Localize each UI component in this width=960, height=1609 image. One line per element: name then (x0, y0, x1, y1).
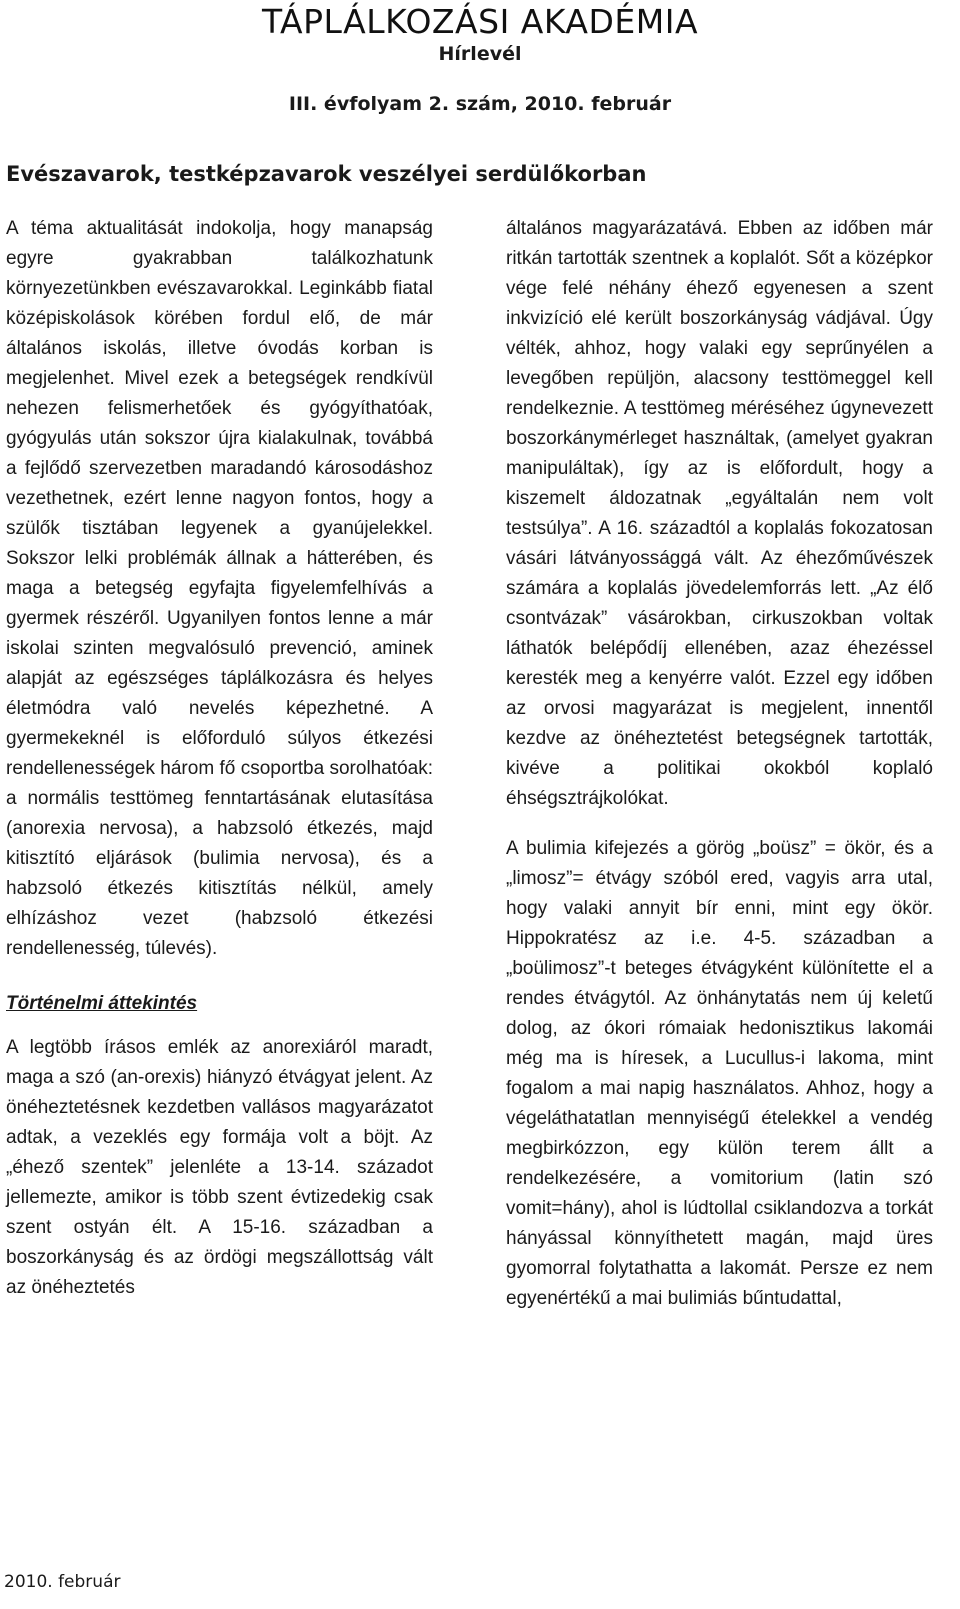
article-headline: Evészavarok, testképzavarok veszélyei serdülőkorban (6, 162, 647, 186)
section-heading: Történelmi áttekintés (6, 993, 198, 1014)
issue-info: III. évfolyam 2. szám, 2010. február (288, 93, 672, 115)
page-footer-date: 2010. február (4, 1572, 121, 1592)
article-paragraph: A bulimia kifejezés a görög „boüsz” = ökör, és a „limosz”= étvágy szóból ered, vagyis arra utal, hogy valaki annyit bír enni, mint egy ökör. Hippokratész az i.e. 4-5. században a „boülimosz”-t beteges étvágyként különítette el a rendes étvágytól. Az önhánytatás nem új keletű dolog, az ókori rómaiak hedonisztikus lakomái még ma is híresek, a Lucullus-i lakoma, mint fogalom a mai napig használatos. Ahhoz, hogy a végeláthatatlan mennyiségű ételekkel a vendég megbirkózzon, egy külön terem állt a rendelkezésére, a vomitorium (latin szó vomit=hány), ahol is lúdtollal csiklandozva a torkát hányással könnyíthetett magán, majd üres gyomorral folytathatta a lakomát. Persze ez nem egyenértékű a mai bulimiás bűntudattal, (506, 838, 933, 1309)
newsletter-subtitle: Hírlevél (438, 43, 522, 65)
right-column (506, 214, 933, 1314)
article-paragraph: általános magyarázatává. Ebben az időben már ritkán tartották szentnek a koplalót. Sőt a középkor vége felé néhány éhező egyenesen a szent inkvizíció elé került boszorkányság vádjával. Úgy vélték, ahhoz, hogy valaki egy seprűnyélen a levegőben repüljön, alacsony testtömeggel kell rendelkeznie. A testtömeg méréséhez úgynevezett boszorkánymérleget használtak, (amelyet gyakran manipuláltak), így az is előfordult, hogy a kiszemelt áldozatnak „egyáltalán nem volt testsúlya”. A 16. századtól a koplalás fokozatosan vásári látványossággá vált. Az éhezőművészek számára a koplalás jövedelemforrás lett. „Az élő csontvázak” vásárokban, cirkuszokban voltak láthatók belépődíj ellenében, azaz éhezéssel keresték meg a kenyérre valót. Ezzel egy időben az orvosi magyarázat is megjelent, innentől kezdve az önéheztetést betegségnek tartották, kivéve a politikai okokból koplaló éhségsztrájkolókat. (506, 218, 933, 809)
newsletter-title: TÁPLÁLKOZÁSI AKADÉMIA (261, 2, 699, 41)
article-paragraph: A téma aktualitását indokolja, hogy manapság egyre gyakrabban találkozhatunk környezetünkben evészavarokkal. Leginkább fiatal középiskolások körében fordul elő, de már általános iskolás, illetve óvodás korban is megjelenhet. Mivel ezek a betegségek rendkívül nehezen felismerhetőek és gyógyíthatóak, gyógyulás után sokszor újra kialakulnak, továbbá a fejlődő szervezetben maradandó károsodáshoz vezethetnek, ezért lenne nagyon fontos, hogy a szülők tisztában legyenek a gyanújelekkel. Sokszor lelki problémák állnak a hátterében, és maga a betegség egyfajta figyelemfelhívás a gyermek részéről. Ugyanilyen fontos lenne a már iskolai szinten megvalósuló prevenció, aminek alapját az egészséges táplálkozásra és helyes életmódra való nevelés képezhetné. A gyermekeknél is előforduló súlyos étkezési rendellenességek három fő csoportba sorolhatóak: a normális testtömeg fenntartásának elutasítása (anorexia nervosa), a habzsoló étkezés, majd kitisztító eljárások (bulimia nervosa), és a habzsoló étkezés kitisztítás nélkül, amely elhízáshoz vezet (habzsoló étkezési rendellenesség, túlevés). (6, 218, 433, 959)
left-column (6, 214, 433, 1303)
article-paragraph: A legtöbb írásos emlék az anorexiáról maradt, maga a szó (an-orexis) hiányzó étvágyat jelent. Az önéheztetésnek kezdetben vallásos magyarázatot adtak, a vezeklés egy formája volt a böjt. Az „éhező szentek” jelenléte a 13-14. századot jellemezte, amikor is több szent évtizedekig csak szent ostyán élt. A 15-16. században a boszorkányság és az ördögi megszállottság vált az önéheztetés (6, 1037, 433, 1298)
newsletter-masthead (0, 0, 960, 115)
